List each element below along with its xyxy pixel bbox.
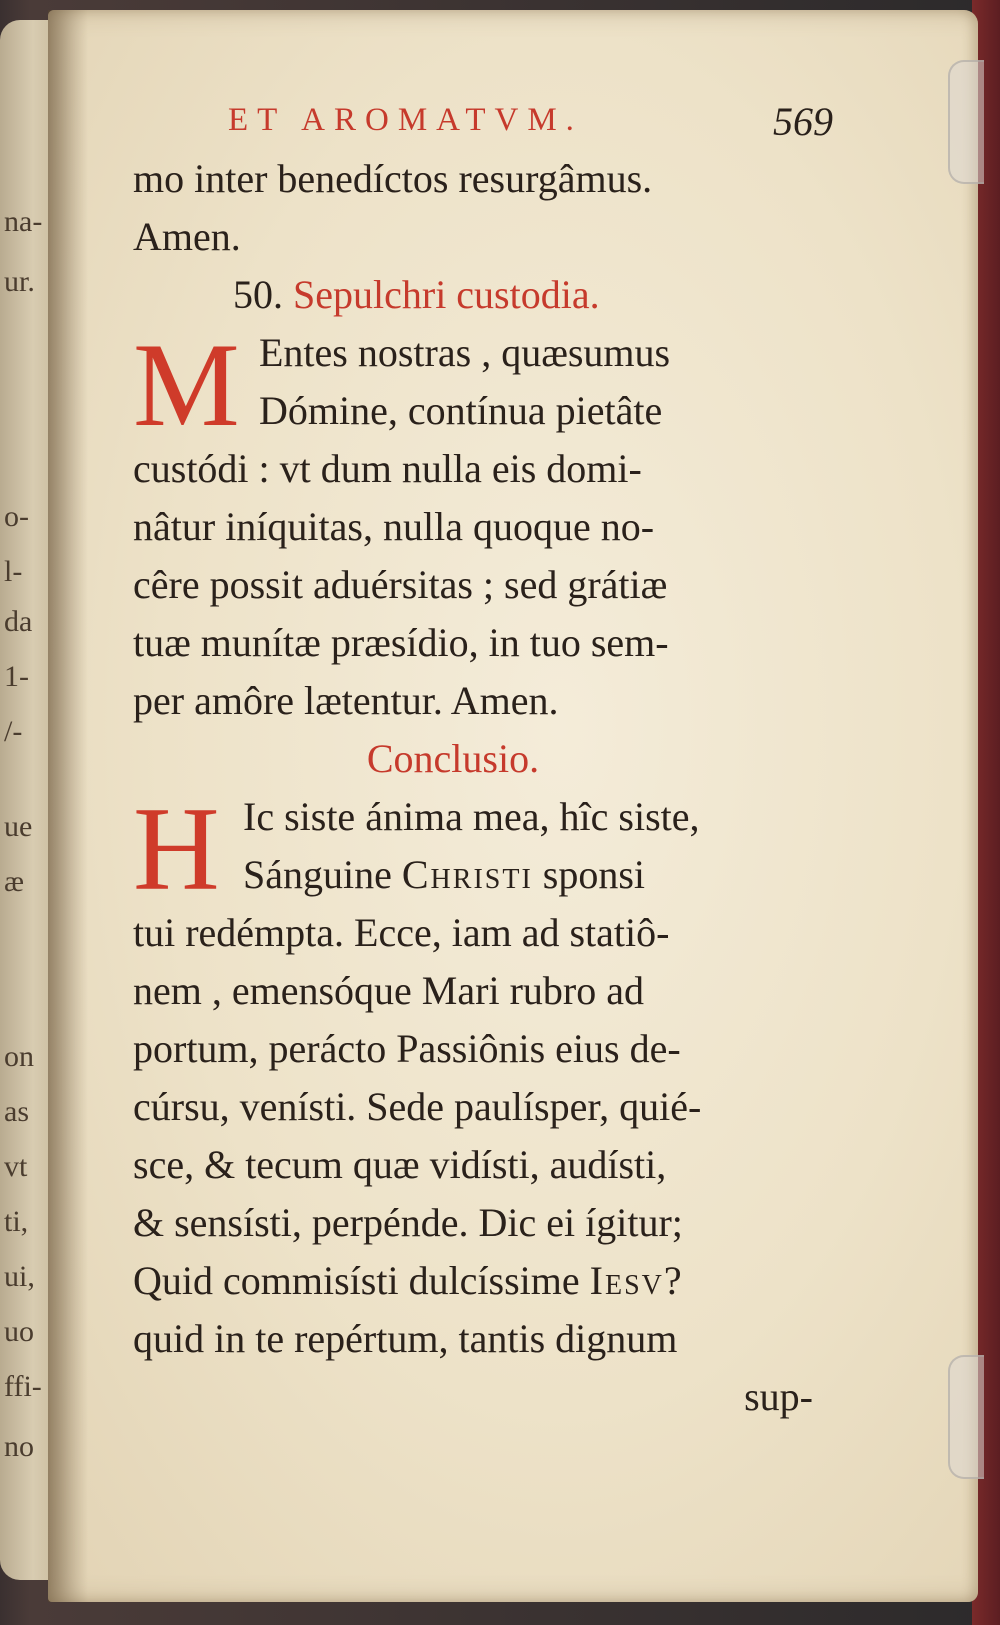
- drop-cap-initial: M: [133, 318, 240, 451]
- text-span: Quid commisísti dulcíssime: [133, 1258, 580, 1303]
- conclusio-heading: Conclusio.: [366, 736, 540, 781]
- left-page-fragment: vt: [4, 1150, 28, 1183]
- text-line: per amôre lætentur. Amen.: [133, 678, 559, 723]
- page-tab-bottom: [948, 1355, 984, 1479]
- left-page-fragment: o-: [4, 500, 29, 533]
- text-line: Entes nostras , quæsumus: [259, 330, 671, 375]
- text-line: custódi : vt dum nulla eis domi-: [133, 446, 642, 491]
- left-page-fragment: ue: [4, 810, 33, 843]
- text-line: portum, perácto Passiônis eius de-: [133, 1026, 681, 1071]
- left-page-fragment: ui,: [4, 1260, 35, 1293]
- text-line: sce, & tecum quæ vidísti, audísti,: [133, 1142, 667, 1187]
- page-text: [133, 90, 853, 1426]
- left-page-fragment: no: [4, 1430, 34, 1463]
- text-line: nem , emensóque Mari rubro ad: [133, 968, 644, 1013]
- left-page-fragment: uo: [4, 1315, 34, 1348]
- left-page-fragment: ffi-: [4, 1370, 42, 1403]
- left-page-fragment: æ: [4, 865, 25, 898]
- left-page-fragment: on: [4, 1040, 34, 1073]
- text-line: mo inter benedíctos resurgâmus.: [133, 156, 653, 201]
- text-span: Sánguine: [243, 852, 392, 897]
- gutter-shadow: [48, 10, 88, 1602]
- left-page-fragment: as: [4, 1095, 29, 1128]
- text-line: Ic siste ánima mea, hîc siste,: [243, 794, 700, 839]
- conclusio-paragraph: [133, 782, 853, 1368]
- page-header: [133, 90, 853, 150]
- left-page-fragment: /-: [4, 715, 23, 748]
- text-line: [133, 846, 853, 904]
- left-page-fragment: ur.: [4, 265, 35, 298]
- section-number: 50.: [233, 272, 283, 317]
- book-page: [48, 10, 978, 1602]
- page-tab-top: [948, 60, 984, 184]
- text-line: tuæ munítæ præsídio, in tuo sem-: [133, 620, 669, 665]
- section-title: Sepulchri custodia.: [293, 272, 600, 317]
- text-line: [133, 1252, 853, 1310]
- text-line: Dómine, contínua pietâte: [259, 388, 663, 433]
- left-page-fragment: da: [4, 605, 33, 638]
- text-line: nâtur iníquitas, nulla quoque no-: [133, 504, 655, 549]
- text-line: Amen.: [133, 214, 241, 259]
- prayer-paragraph: [133, 318, 853, 730]
- christi-smallcaps: Christi: [401, 852, 533, 897]
- left-page-fragment: 1-: [4, 660, 29, 693]
- left-page-fragment: na-: [4, 205, 43, 238]
- text-line: cêre possit aduérsitas ; sed grátiæ: [133, 562, 668, 607]
- text-line: tui redémpta. Ecce, iam ad statiô-: [133, 910, 670, 955]
- left-page-fragment: ti,: [4, 1205, 29, 1238]
- left-page-fragment: l-: [4, 555, 23, 588]
- drop-cap-initial: H: [133, 782, 220, 915]
- text-span: sponsi: [542, 852, 646, 897]
- text-line: cúrsu, venísti. Sede paulísper, quié-: [133, 1084, 702, 1129]
- page-number: 569: [773, 99, 833, 144]
- running-title: ET AROMATVM.: [228, 102, 583, 138]
- catchword: sup-: [744, 1374, 813, 1419]
- text-line: & sensísti, perpénde. Dic ei ígitur;: [133, 1200, 683, 1245]
- text-line: quid in te repértum, tantis dignum: [133, 1316, 678, 1361]
- iesu-smallcaps: Iesv?: [589, 1258, 684, 1303]
- section-heading: [133, 266, 853, 324]
